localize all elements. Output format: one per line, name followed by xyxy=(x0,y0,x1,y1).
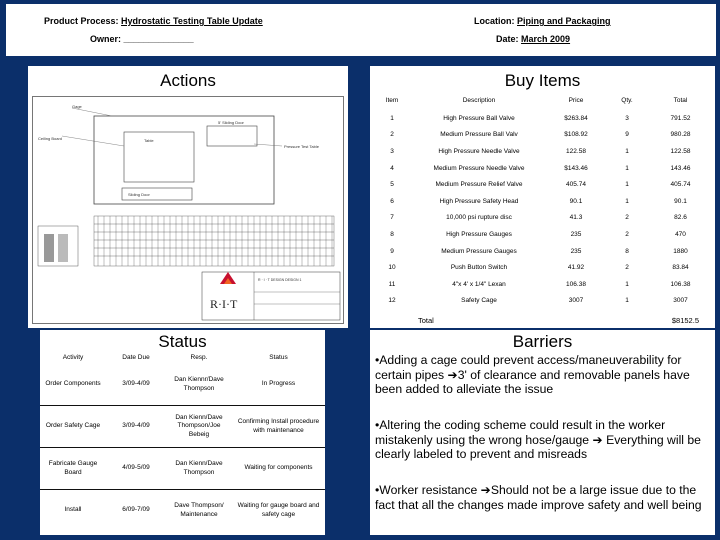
buy-cell-description: High Pressure Safety Head xyxy=(439,197,519,205)
barrier-text-mitigation: Should not be a large issue due to the fact that all the changes made improve safety and well being xyxy=(375,483,702,512)
arrow-right-icon: ➔ xyxy=(592,432,603,447)
buy-cell-price: $143.46 xyxy=(564,164,588,172)
status-cell-date-due: 4/09-5/09 xyxy=(106,448,166,490)
status-col-resp: Resp. xyxy=(190,353,208,361)
barrier-text-cause: Adding a cage could prevent access/maneuverability for certain pipes xyxy=(375,353,682,382)
owner-value: ______________ xyxy=(123,34,194,44)
status-cell-status: Waiting for gauge board and safety cage xyxy=(232,490,325,532)
rit-logo-text: R·I·T xyxy=(210,297,238,311)
buy-item-row xyxy=(370,293,715,310)
status-cell-date-due: 6/09-7/09 xyxy=(106,490,166,532)
actions-panel xyxy=(28,66,348,328)
status-cell-resp: Dan Kiennr/Dave Thompson xyxy=(174,376,224,392)
status-cell-activity: Order Safety Cage xyxy=(40,406,106,448)
buy-cell-description: 10,000 psi rupture disc xyxy=(446,214,512,222)
buy-cell-qty: 1 xyxy=(625,147,629,155)
buy-cell-qty: 1 xyxy=(625,297,629,305)
buy-cell-item: 11 xyxy=(388,280,396,288)
buy-cell-qty: 1 xyxy=(625,197,629,205)
buy-cell-total: 83.84 xyxy=(672,264,689,272)
status-table xyxy=(40,350,325,531)
buy-cell-item: 4 xyxy=(390,164,394,172)
buy-item-row xyxy=(370,160,715,177)
buy-cell-qty: 2 xyxy=(625,214,629,222)
product-process-label: Product Process: xyxy=(44,16,119,26)
buy-cell-qty: 1 xyxy=(625,164,629,172)
status-row xyxy=(40,490,325,532)
date-field xyxy=(496,34,570,44)
barrier-text-mitigation: 3' of clearance and removable panels have been added to alleviate the issue xyxy=(375,367,690,397)
buy-cell-price: 3007 xyxy=(568,297,584,305)
buy-cell-total: 405.74 xyxy=(670,181,691,189)
buy-cell-item: 2 xyxy=(390,131,394,139)
buy-cell-total: 3007 xyxy=(673,297,688,305)
barrier-text-cause: Worker resistance xyxy=(379,483,481,497)
buy-items-header-row xyxy=(370,90,715,110)
buy-cell-total: 980.28 xyxy=(670,131,691,139)
buy-col-price: Price xyxy=(568,96,584,104)
buy-items-table xyxy=(370,90,715,309)
arrow-right-icon: ➔ xyxy=(480,483,491,497)
title-block-text: R · I · T DESIGN DESIGN 1 xyxy=(258,278,302,282)
buy-item-row xyxy=(370,243,715,260)
barrier-text-mitigation: Everything will be clearly labeled to prevent and misreads xyxy=(375,432,701,462)
owner-field xyxy=(90,34,194,44)
header-panel xyxy=(6,4,716,56)
bullet-icon: • xyxy=(375,353,380,367)
drawing-label-sliding-door-bottom: Sliding Door xyxy=(128,192,150,197)
buy-cell-price: 405.74 xyxy=(566,181,586,189)
arrow-right-icon: ➔ xyxy=(447,367,458,382)
actions-title: Actions xyxy=(160,71,216,90)
drawing-label-sliding-door-top: 5' Sliding Door xyxy=(218,120,244,125)
buy-cell-description: High Pressure Needle Valve xyxy=(438,147,520,155)
status-cell-status: In Progress xyxy=(261,380,296,388)
buy-item-row xyxy=(370,110,715,127)
barriers-title: Barriers xyxy=(512,332,573,351)
buy-cell-price: 41.92 xyxy=(567,264,585,272)
buy-items-total-row xyxy=(370,316,715,328)
date-label: Date: xyxy=(496,34,519,44)
buy-cell-description: 4"x 4' x 1/4" Lexan xyxy=(452,280,506,288)
barrier-item xyxy=(375,353,707,397)
barrier-item xyxy=(375,483,707,512)
buy-cell-price: 235 xyxy=(570,230,582,238)
buy-cell-total: 791.52 xyxy=(670,114,691,122)
buy-cell-item: 6 xyxy=(390,197,394,205)
buy-cell-price: 122.58 xyxy=(566,147,586,155)
barrier-item xyxy=(375,418,707,462)
status-col-activity: Activity xyxy=(62,353,84,361)
drawing-label-pressure-test-table: Pressure Test Table xyxy=(284,144,319,149)
barrier-text-cause: Altering the coding scheme could result in the worker mistakenly using the wrong hose/gauge xyxy=(375,418,666,447)
buy-total-label: Total xyxy=(418,316,434,325)
status-col-status: Status xyxy=(269,353,288,361)
status-panel xyxy=(40,330,325,535)
status-cell-date-due: 3/09-4/09 xyxy=(122,380,150,388)
buy-item-row xyxy=(370,143,715,160)
status-cell-activity: Fabricate Gauge Board xyxy=(40,448,106,490)
location-value: Piping and Packaging xyxy=(517,16,611,26)
buy-items-title: Buy Items xyxy=(504,71,581,90)
status-cell-status: Confirming Install procedure with maintenance xyxy=(232,406,325,448)
status-cell-activity: Install xyxy=(40,490,106,532)
buy-cell-qty: 3 xyxy=(625,114,629,122)
buy-cell-total: 82.6 xyxy=(674,214,687,222)
buy-total-value: $8152.5 xyxy=(671,316,699,325)
drawing-label-gage: Gage xyxy=(72,104,82,109)
buy-cell-qty: 1 xyxy=(625,280,629,288)
status-row xyxy=(40,364,325,406)
status-row xyxy=(40,406,325,448)
buy-cell-description: Push Button Switch xyxy=(450,264,508,272)
bullet-icon: • xyxy=(375,483,380,497)
buy-cell-description: Medium Pressure Needle Valve xyxy=(433,164,525,172)
status-cell-resp: Dan Kienn/Dave Thompson/Joe Bebeig xyxy=(166,406,232,448)
buy-cell-price: 106.38 xyxy=(566,280,586,288)
buy-item-row xyxy=(370,226,715,243)
bullet-icon: • xyxy=(375,418,380,432)
status-cell-resp: Dan Kienn/Dave Thompson xyxy=(166,448,232,490)
buy-item-row xyxy=(370,210,715,227)
barriers-panel xyxy=(370,330,715,535)
status-header-row xyxy=(40,350,325,364)
status-cell-activity: Order Components xyxy=(45,380,101,388)
drawing-label-table: Table xyxy=(144,138,154,143)
buy-cell-total: 106.38 xyxy=(670,280,691,288)
buy-cell-description: Medium Pressure Relief Valve xyxy=(435,181,523,189)
buy-cell-item: 8 xyxy=(390,230,394,238)
buy-cell-description: High Pressure Gauges xyxy=(446,230,512,238)
date-value: March 2009 xyxy=(521,34,571,44)
buy-col-item: Item xyxy=(385,96,399,104)
buy-cell-description: Safety Cage xyxy=(461,297,497,305)
location-field xyxy=(474,16,611,26)
buy-cell-item: 1 xyxy=(390,114,394,122)
location-label: Location: xyxy=(474,16,515,26)
buy-cell-qty: 2 xyxy=(625,264,629,272)
buy-cell-qty: 1 xyxy=(625,181,629,189)
status-cell-status: Waiting for components xyxy=(232,448,325,490)
buy-cell-item: 7 xyxy=(390,214,394,222)
buy-cell-total: 90.1 xyxy=(674,197,687,205)
buy-cell-item: 3 xyxy=(390,147,394,155)
buy-item-row xyxy=(370,127,715,144)
buy-cell-qty: 9 xyxy=(625,131,629,139)
buy-cell-total: 143.46 xyxy=(670,164,691,172)
buy-items-panel xyxy=(370,66,715,328)
buy-cell-price: $108.92 xyxy=(564,131,588,139)
buy-cell-qty: 8 xyxy=(625,247,629,255)
product-process-field xyxy=(44,16,263,26)
drawing-label-ceiling-board: Ceiling Board xyxy=(38,136,63,141)
buy-cell-total: 122.58 xyxy=(670,147,691,155)
owner-label: Owner: xyxy=(90,34,122,44)
buy-col-description: Description xyxy=(462,96,496,104)
buy-cell-description: Medium Pressure Ball Valv xyxy=(440,131,518,139)
buy-cell-price: $263.84 xyxy=(564,114,588,122)
buy-cell-total: 470 xyxy=(675,230,686,238)
status-col-date-due: Date Due xyxy=(122,353,150,361)
buy-item-row xyxy=(370,259,715,276)
buy-col-total: Total xyxy=(673,96,688,104)
buy-cell-description: Medium Pressure Gauges xyxy=(441,247,517,255)
status-cell-date-due: 3/09-4/09 xyxy=(106,406,166,448)
buy-cell-price: 235 xyxy=(570,247,582,255)
layout-drawing xyxy=(32,96,344,324)
buy-item-row xyxy=(370,193,715,210)
product-process-value: Hydrostatic Testing Table Update xyxy=(121,16,263,26)
buy-cell-description: High Pressure Ball Valve xyxy=(443,114,515,122)
buy-cell-total: 1880 xyxy=(673,247,688,255)
buy-item-row xyxy=(370,176,715,193)
buy-col-qty: Qty. xyxy=(621,96,633,104)
buy-item-row xyxy=(370,276,715,293)
buy-cell-item: 12 xyxy=(388,297,396,305)
buy-cell-price: 90.1 xyxy=(569,197,583,205)
status-cell-resp: Dave Thompson/ Maintenance xyxy=(166,490,232,532)
status-title: Status xyxy=(158,332,207,351)
buy-cell-item: 10 xyxy=(388,264,396,272)
buy-cell-price: 41.3 xyxy=(569,214,583,222)
status-row xyxy=(40,448,325,490)
buy-cell-qty: 2 xyxy=(625,230,629,238)
buy-cell-item: 5 xyxy=(390,181,394,189)
buy-cell-item: 9 xyxy=(390,247,394,255)
